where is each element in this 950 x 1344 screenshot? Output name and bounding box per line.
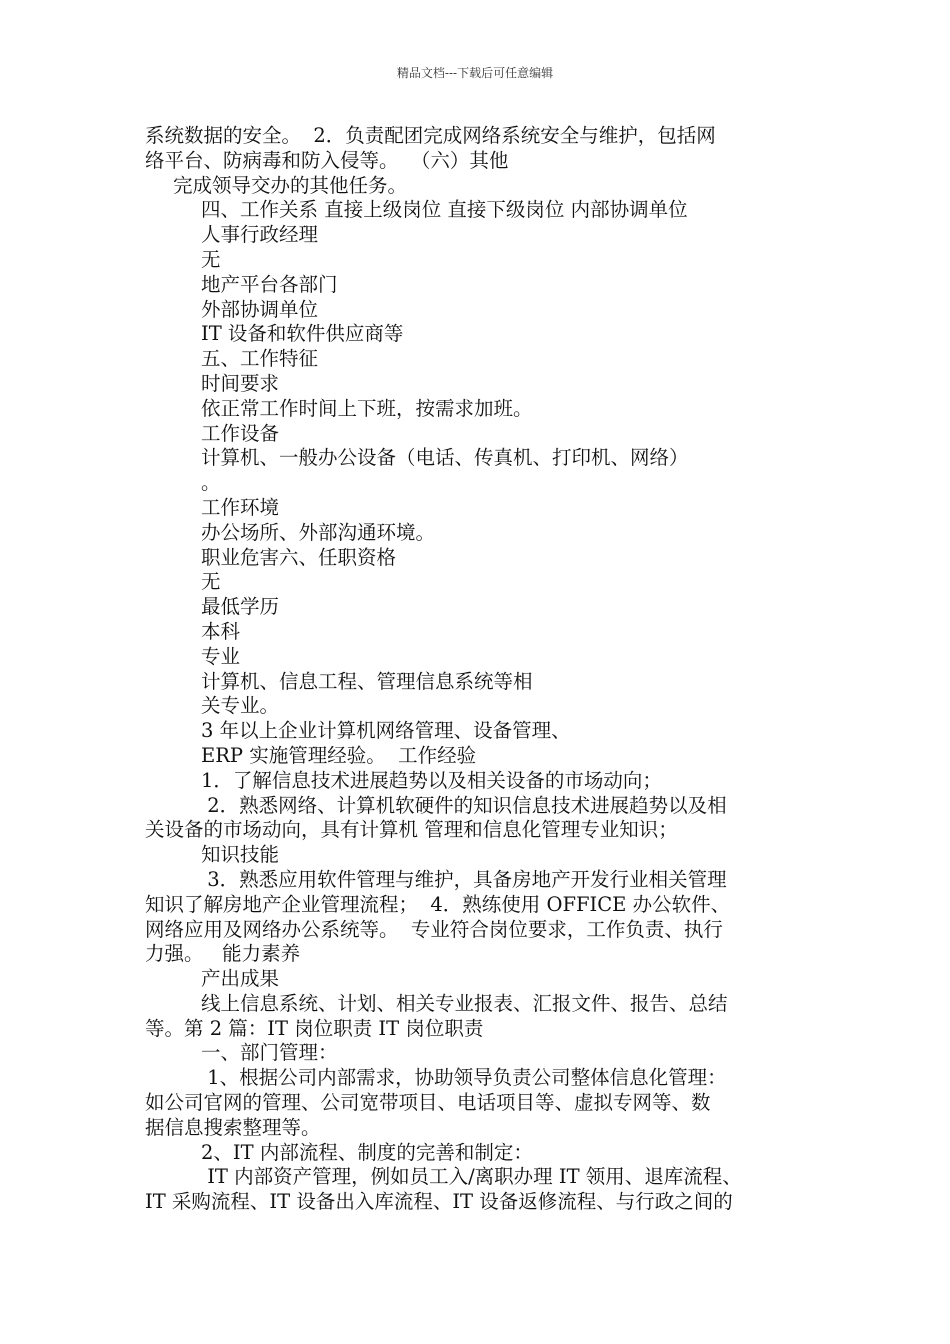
text-line: 2、IT 内部流程、制度的完善和制定： xyxy=(201,1140,533,1164)
text-line: 等。第 2 篇：IT 岗位职责 IT 岗位职责 xyxy=(145,1016,484,1040)
text-line: 知识技能 xyxy=(201,843,280,867)
text-line: 知识了解房地产企业管理流程； 4．熟练使用 OFFICE 办公软件、 xyxy=(145,892,731,916)
text-line: 网络应用及网络办公系统等。 专业符合岗位要求，工作负责、执行 xyxy=(145,917,723,941)
text-line: 最低学历 xyxy=(201,595,280,619)
text-line: 无 xyxy=(201,247,221,271)
text-line: 五、工作特征 xyxy=(201,347,319,371)
text-line: 完成领导交办的其他任务。 xyxy=(173,173,408,197)
text-line: 关设备的市场动向，具有计算机 管理和信息化管理专业知识； xyxy=(145,818,678,842)
text-line: 系统数据的安全。 2．负责配团完成网络系统安全与维护，包括网 xyxy=(145,124,716,147)
text-line: 专业 xyxy=(201,644,241,668)
document-body xyxy=(145,124,813,1215)
text-line: IT 内部资产管理，例如员工入/离职办理 IT 领用、退库流程、 xyxy=(201,1165,742,1189)
text-line: 2．熟悉网络、计算机软硬件的知识信息技术进展趋势以及相 xyxy=(201,793,727,817)
text-line: 计算机、一般办公设备（电话、传真机、打印机、网络） xyxy=(201,446,689,470)
text-line: 1、根据公司内部需求，协助领导负责公司整体信息化管理： xyxy=(201,1066,727,1090)
text-line: 地产平台各部门 xyxy=(201,272,338,296)
text-line: 职业危害六、任职资格 xyxy=(201,545,397,569)
text-line: 计算机、信息工程、管理信息系统等相 xyxy=(201,669,533,693)
text-line: 3．熟悉应用软件管理与维护，具备房地产开发行业相关管理 xyxy=(201,867,727,891)
text-line: 据信息搜索整理等。 xyxy=(145,1115,321,1139)
text-line: 线上信息系统、计划、相关专业报表、汇报文件、报告、总结 xyxy=(201,991,728,1015)
text-line: 时间要求 xyxy=(201,371,280,395)
text-line: 依正常工作时间上下班，按需求加班。 xyxy=(201,396,533,420)
text-line: ERP 实施管理经验。 工作经验 xyxy=(201,743,477,767)
text-line: 3 年以上企业计算机网络管理、设备管理、 xyxy=(201,719,571,743)
text-line: 力强。 能力素养 xyxy=(145,942,301,966)
text-line: IT 采购流程、IT 设备出入库流程、IT 设备返修流程、与行政之间的 xyxy=(145,1190,733,1214)
text-line: 本科 xyxy=(201,619,241,643)
text-line: 四、工作关系 直接上级岗位 直接下级岗位 内部协调单位 xyxy=(201,198,688,222)
text-line: 办公场所、外部沟通环境。 xyxy=(201,520,436,544)
text-line: 工作环境 xyxy=(201,495,280,519)
text-line: 关专业。 xyxy=(201,694,280,718)
text-line: 人事行政经理 xyxy=(201,223,319,247)
text-line: 一、部门管理： xyxy=(201,1041,338,1065)
text-line: 1．了解信息技术进展趋势以及相关设备的市场动向； xyxy=(201,768,662,792)
page-header: 精品文档---下载后可任意编辑 xyxy=(396,66,554,80)
text-line: IT 设备和软件供应商等 xyxy=(201,322,404,346)
text-line: 无 xyxy=(201,570,221,594)
text-line: 。 xyxy=(201,471,221,495)
text-line: 如公司官网的管理、公司宽带项目、电话项目等、虚拟专网等、数 xyxy=(145,1091,711,1115)
text-line: 产出成果 xyxy=(201,967,280,991)
text-line: 工作设备 xyxy=(201,421,280,445)
text-line: 络平台、防病毒和防入侵等。 （六）其他 xyxy=(145,148,509,172)
text-line: 外部协调单位 xyxy=(201,297,319,321)
